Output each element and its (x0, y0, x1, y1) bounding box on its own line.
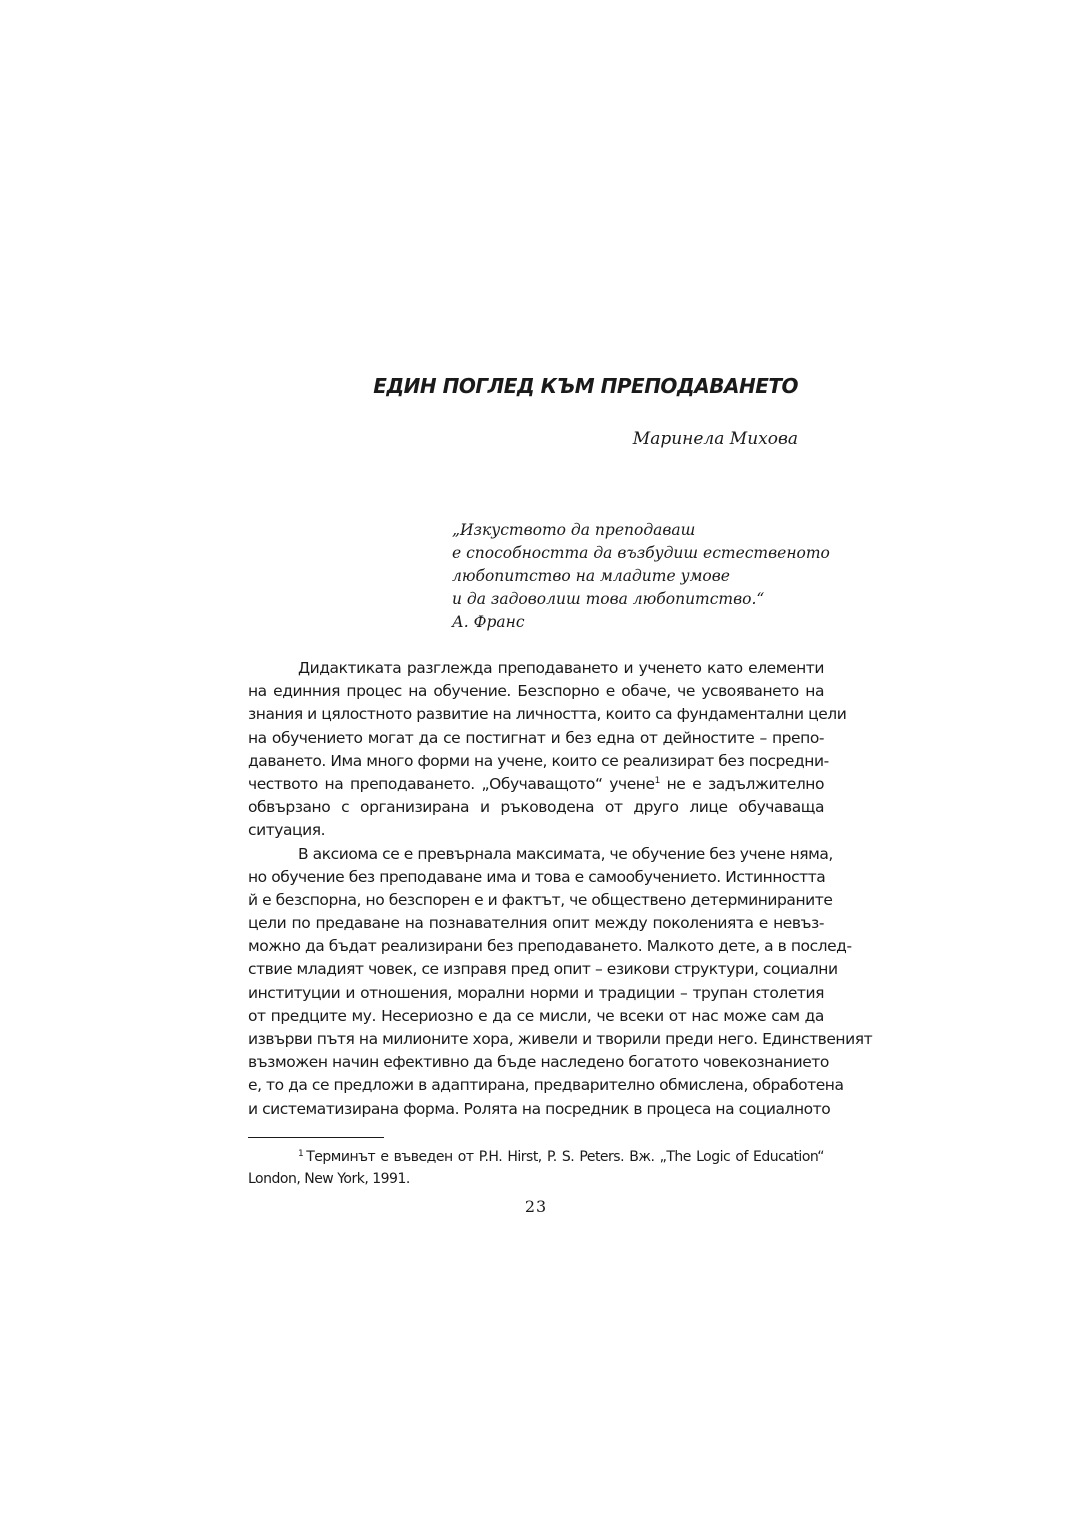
epigraph-line: „Изкуството да преподаваш (452, 521, 696, 539)
footnote-marker: 1 (298, 1149, 304, 1159)
text-line: даването. Има много форми на учене, които се реализират без посредни- (248, 751, 829, 770)
epigraph-attribution: А. Франс (452, 613, 525, 631)
text-line: е, то да се предложи в адаптирана, предварително обмислена, обработена (248, 1076, 844, 1095)
epigraph-line: любопитство на младите умове (452, 567, 730, 585)
footnote-text: Терминът е въведен от P.H. Hirst, P. S. Peters. Вж. „The Logic of Education“ (306, 1149, 824, 1165)
text-line: на обучението могат да се постигнат и без една от дейностите – препо- (248, 728, 824, 747)
text-line: възможен начин ефективно да бъде наследено богатото човекознанието (248, 1053, 829, 1072)
article-title: ЕДИН ПОГЛЕД КЪМ ПРЕПОДАВАНЕТО (373, 374, 798, 398)
text-line: на единния процес на обучение. Безспорно е обаче, че усвояването на (248, 682, 824, 701)
author-name: Маринела Михова (632, 429, 798, 449)
footnote (248, 1146, 824, 1190)
text-line: извърви пътя на милионите хора, живели и творили преди него. Единственият (248, 1030, 873, 1048)
page-number: 23 (524, 1197, 548, 1216)
epigraph-line: и да задоволиш това любопитство.“ (452, 590, 765, 608)
text-line: и систематизирана форма. Ролята на посредник в процеса на социалното (248, 1099, 831, 1118)
text-segment: не е задължително (666, 774, 824, 793)
epigraph (452, 519, 830, 634)
text-line: обвързано с организирана и ръководена от друго лице обучаваща (248, 798, 824, 817)
footnote-separator (248, 1137, 384, 1138)
footnote-line: London, New York, 1991. (248, 1171, 410, 1187)
text-line: Дидактиката разглежда преподаването и ученето като елементи (298, 659, 824, 677)
body-text (248, 657, 873, 1121)
epigraph-line: е способността да възбудиш естественото (452, 544, 830, 562)
text-line: но обучение без преподаване има и това е самообучението. Истинността (248, 867, 826, 886)
text-line: В аксиома се е превърнала максимата, че обучение без учене няма, (298, 844, 833, 863)
footnote-reference[interactable]: 1 (654, 775, 660, 786)
paragraph-1 (248, 657, 847, 843)
text-line: ствие младият човек, се изправя пред опит – езикови структури, социални (248, 960, 838, 979)
text-line: можно да бъдат реализирани без преподаването. Малкото дете, а в послед- (248, 937, 852, 956)
text-line: ситуация. (248, 821, 326, 840)
text-line: й е безспорна, но безспорен е и фактът, че обществено детерминираните (248, 890, 833, 909)
text-line: знания и цялостното развитие на личността, които са фундаментални цели (248, 705, 847, 724)
text-line: институции и отношения, морални норми и традиции – трупан столетия (248, 983, 824, 1002)
text-line: цели по предаване на познавателния опит между поколенията е невъз- (248, 914, 824, 933)
text-line: от предците му. Несериозно е да се мисли, че всеки от нас може сам да (248, 1006, 824, 1025)
text-segment: чеството на преподаването. „Обучаващото“ учене (248, 774, 655, 793)
paragraph-2 (248, 843, 873, 1121)
text-line-with-footnote (248, 773, 824, 796)
footnote-line (248, 1146, 824, 1168)
